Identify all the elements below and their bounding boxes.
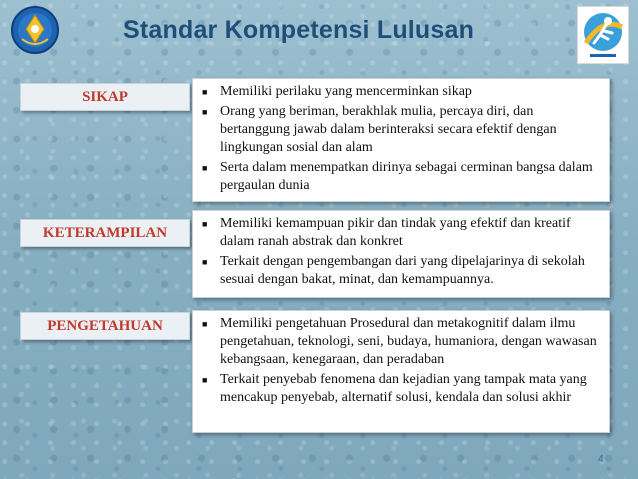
list-item: [202, 103, 601, 157]
list-item: [202, 315, 601, 369]
section-box-pengetahuan: [192, 310, 610, 433]
list-item: [202, 371, 601, 407]
running-figure-logo-icon: [577, 6, 629, 64]
tut-wuri-handayani-emblem-icon: [10, 5, 60, 55]
section-label-sikap: SIKAP: [20, 83, 190, 111]
list-item: [202, 159, 601, 195]
page-title: Standar Kompetensi Lulusan: [123, 16, 475, 44]
section-label-keterampilan: KETERAMPILAN: [20, 219, 190, 247]
square-bullet-icon: ■: [202, 219, 208, 229]
page-number: 4: [598, 454, 604, 465]
square-bullet-icon: ■: [202, 107, 208, 117]
section-label-pengetahuan: PENGETAHUAN: [20, 312, 190, 340]
list-item-text: Memiliki kemampuan pikir dan tindak yang efektif dan kreatif dalam ranah abstrak dan konkret: [220, 216, 571, 249]
list-item-text: Memiliki perilaku yang mencerminkan sikap: [220, 84, 472, 99]
list-item-text: Memiliki pengetahuan Prosedural dan metakognitif dalam ilmu pengetahuan, teknologi, seni, budaya, humaniora, dengan wawasan kebangsaan, kenegaraan, dan peradaban: [220, 316, 597, 367]
square-bullet-icon: ■: [202, 87, 208, 97]
list-item-text: Serta dalam menempatkan dirinya sebagai cerminan bangsa dalam pergaulan dunia: [220, 160, 593, 193]
section-box-sikap: [192, 78, 610, 202]
square-bullet-icon: ■: [202, 257, 208, 267]
list-item: [202, 215, 601, 251]
section-box-keterampilan: [192, 210, 610, 298]
square-bullet-icon: ■: [202, 163, 208, 173]
list-item: [202, 253, 601, 289]
list-item-text: Terkait dengan pengembangan dari yang dipelajarinya di sekolah sesuai dengan bakat, minat, dan kemampuannya.: [220, 254, 585, 287]
square-bullet-icon: ■: [202, 319, 208, 329]
list-item-text: Terkait penyebab fenomena dan kejadian yang tampak mata yang mencakup penyebab, alternatif solusi, kendala dan solusi akhir: [220, 372, 587, 405]
list-item: [202, 83, 601, 101]
square-bullet-icon: ■: [202, 375, 208, 385]
list-item-text: Orang yang beriman, berakhlak mulia, percaya diri, dan bertanggung jawab dalam berinteraksi secara efektif dengan lingkungan sosial dan alam: [220, 104, 557, 155]
